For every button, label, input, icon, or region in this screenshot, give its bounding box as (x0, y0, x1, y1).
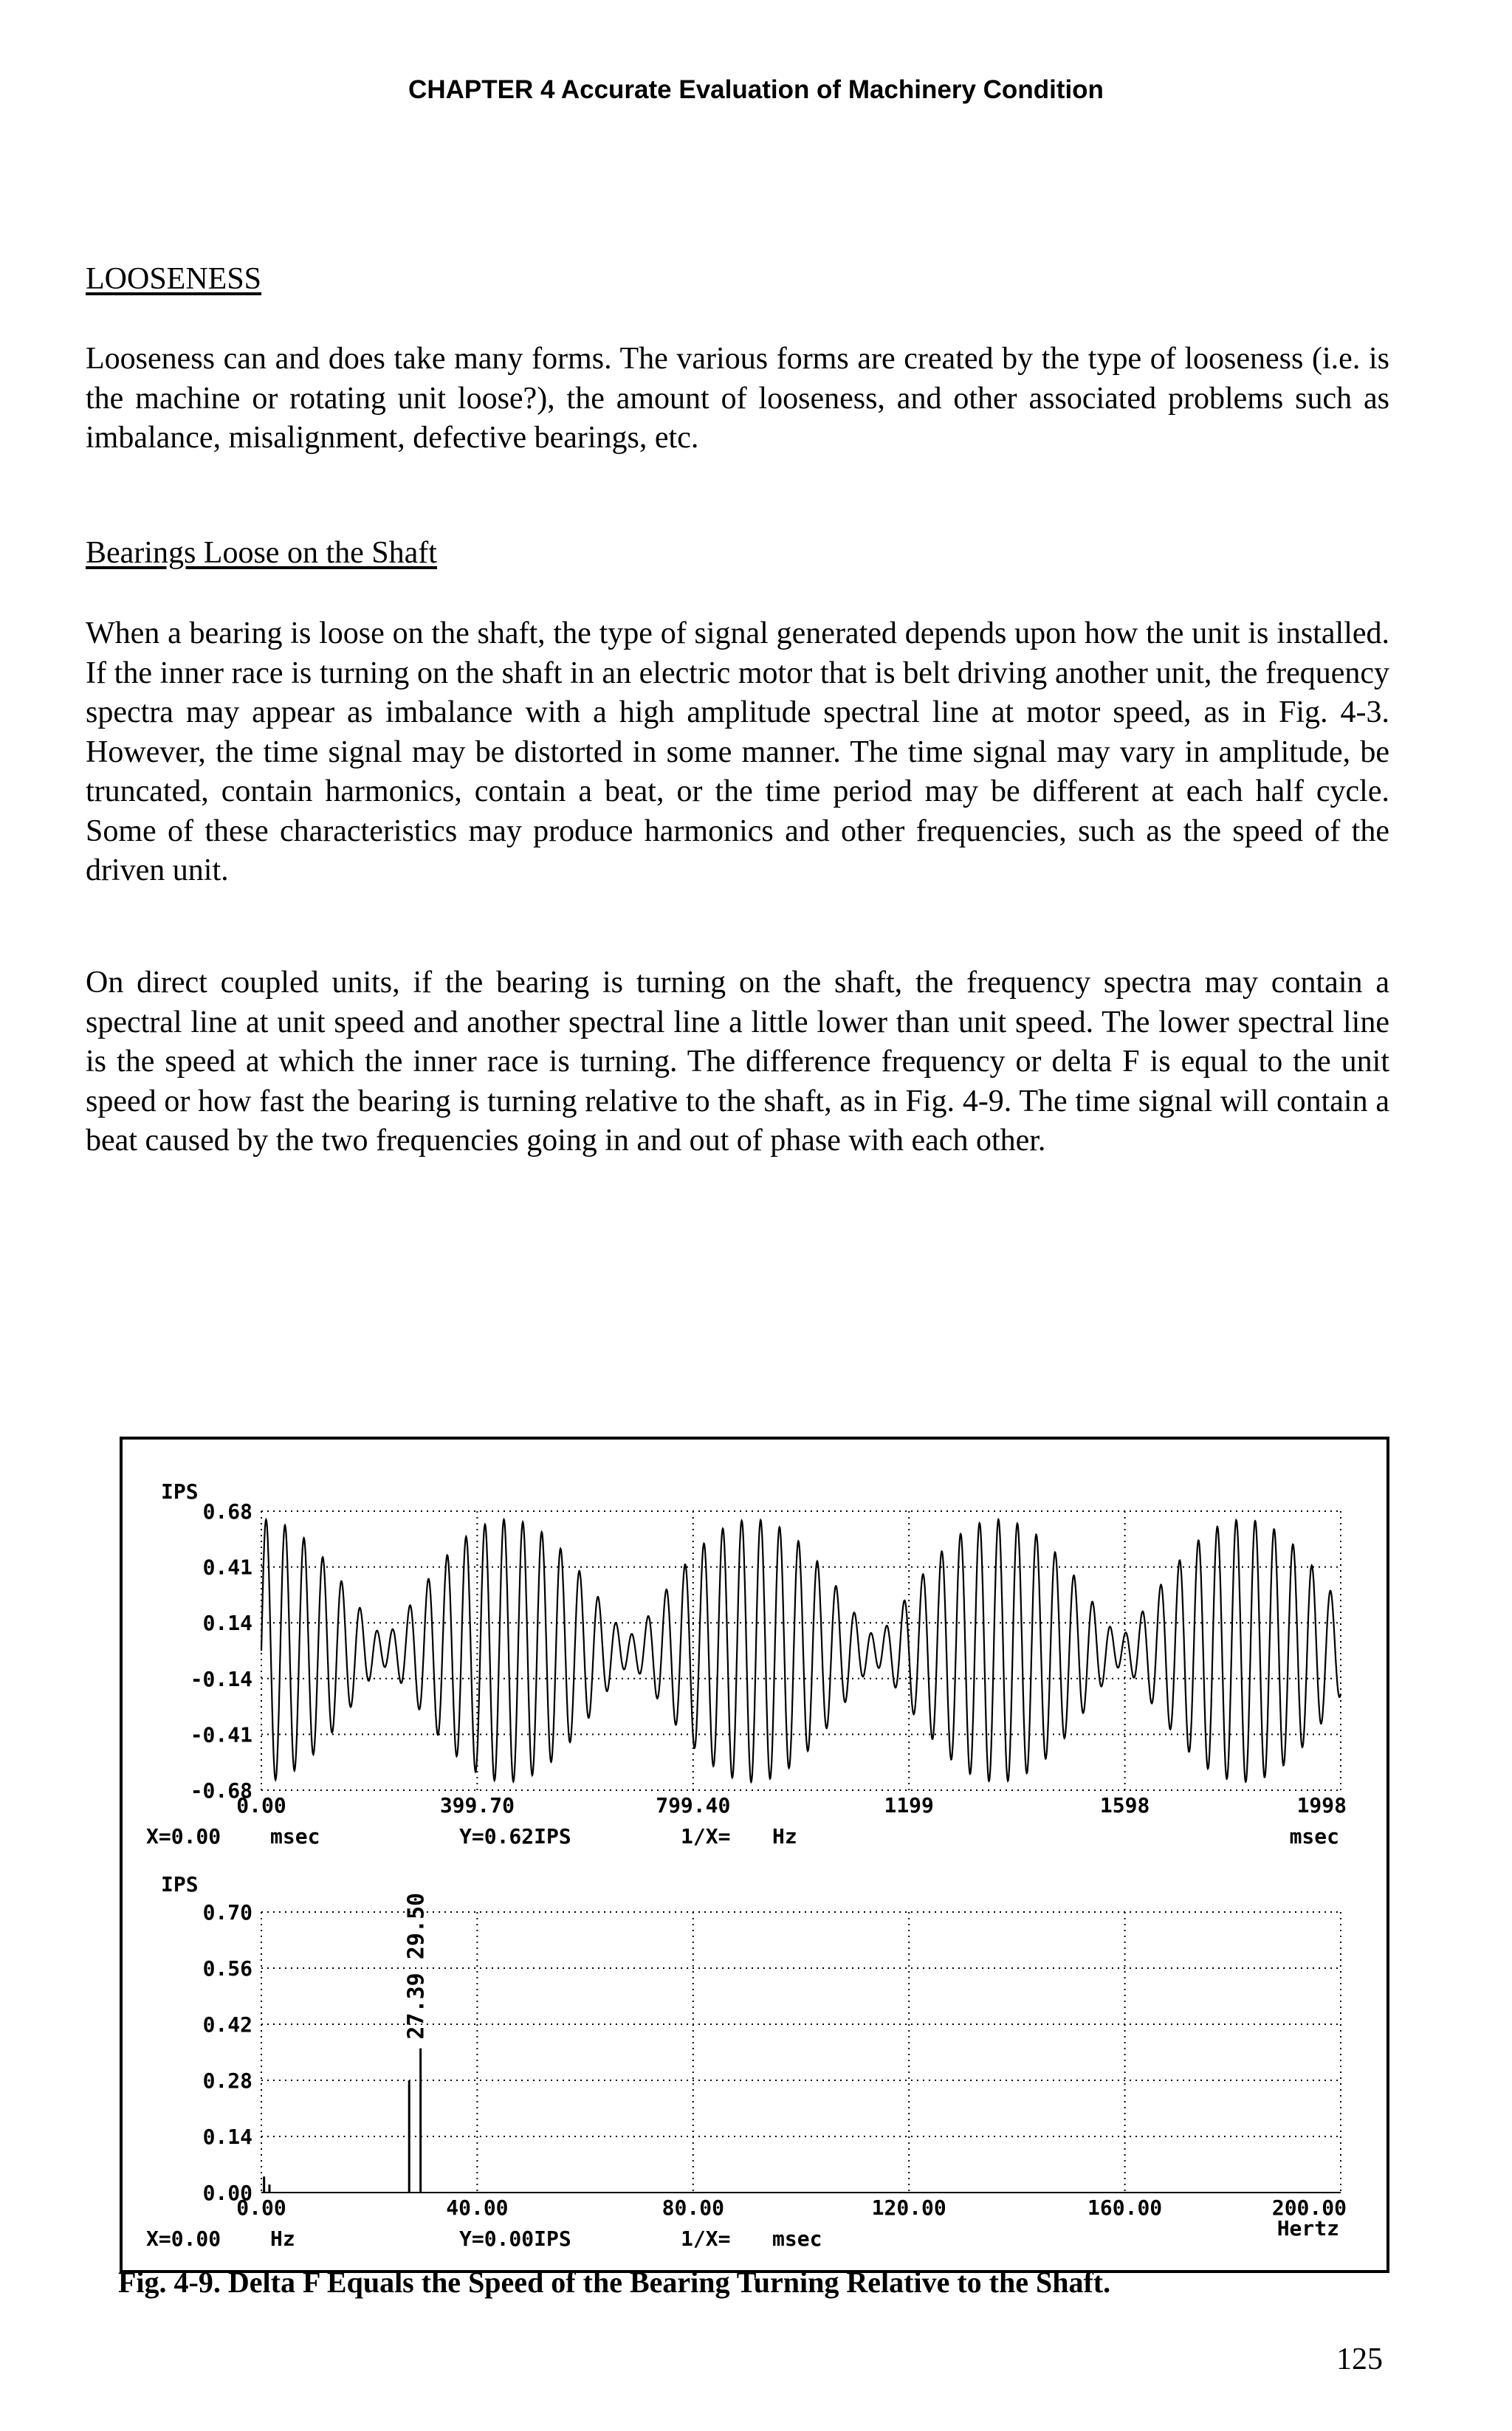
spectrum-x-tick-label: 200.00 (1271, 2196, 1347, 2220)
spectrum-y-tick-label: 0.70 (202, 1900, 252, 1925)
time-x-tick-label: 1598 (1099, 1793, 1150, 1818)
spectrum-readout-y: Y=0.00IPS (459, 2227, 571, 2251)
spectrum-readout-recip-unit: msec (772, 2227, 822, 2251)
spectrum-ylabel: IPS (161, 1872, 199, 1897)
spectrum-x-tick-label: 0.00 (236, 2196, 286, 2220)
time-x-tick-label: 1998 (1296, 1793, 1347, 1818)
figure-frame (120, 1437, 1389, 2273)
time-y-tick-label: 0.14 (202, 1611, 252, 1636)
time-x-tick-label: 1199 (884, 1793, 934, 1818)
section-title: LOOSENESS (86, 262, 262, 296)
spectrum-y-tick-label: 0.42 (202, 2012, 252, 2037)
time-y-tick-label: -0.14 (190, 1666, 252, 1691)
spectrum-plot (146, 1872, 1347, 2251)
time-y-tick-label: 0.68 (202, 1499, 252, 1524)
time-readout-recip: 1/X= (681, 1824, 731, 1849)
running-head: CHAPTER 4 Accurate Evaluation of Machinery Condition (408, 75, 1104, 104)
spectrum-readout-x-unit: Hz (270, 2227, 295, 2251)
paragraph-1: When a bearing is loose on the shaft, the type of signal generated depends upon how the unit is installed. If the inner race is turning on the shaft in an electric motor that is belt driving another unit, the frequency spectra may appear as imbalance with a high amplitude spectral line at motor speed, as in Fig. 4-3. However, the time signal may be distorted in some manner. The time signal may vary in amplitude, be truncated, contain harmonics, contain a beat, or the time period may be different at each half cycle. Some of these characteristics may produce harmonics and other frequencies, such as the speed of the driven unit. (86, 616, 1389, 887)
spectrum-y-tick-label: 0.00 (202, 2181, 252, 2205)
time-y-tick-label: 0.41 (202, 1555, 252, 1580)
paragraph-2: On direct coupled units, if the bearing is turning on the shaft, the frequency spectra may contain a spectral line at unit speed and another spectral line a little lower than unit speed. The lower spectral line is the speed at which the inner race is turning. The difference frequency or delta F is equal to the unit speed or how fast the bearing is turning relative to the shaft, as in Fig. 4-9. The time signal will contain a beat caused by the two frequencies going in and out of phase with each other. (86, 966, 1389, 1158)
spectrum-peak-annotation: 27.39 29.50 (403, 1892, 430, 2040)
time-x-tick-label: 399.70 (439, 1793, 515, 1818)
time-ylabel: IPS (161, 1479, 199, 1504)
time-waveform-plot (146, 1479, 1347, 1849)
intro-paragraph: Looseness can and does take many forms. The various forms are created by the type of looseness (i.e. is the machine or rotating unit loose?), the amount of looseness, and other associated problems such as imbalance, misalignment, defective bearings, etc. (86, 342, 1389, 455)
time-readout-recip-unit: Hz (772, 1824, 797, 1849)
spectrum-y-ticks (203, 1900, 252, 2205)
spectrum-x-tick-label: 120.00 (871, 2196, 946, 2220)
time-readout-y: Y=0.62IPS (459, 1824, 571, 1849)
time-x-tick-label: 0.00 (236, 1793, 286, 1818)
time-x-tick-label: 799.40 (656, 1793, 731, 1818)
figure-charts (123, 1440, 1386, 2270)
spectrum-readout-x: X=0.00 (146, 2227, 221, 2251)
spectrum-y-tick-label: 0.14 (202, 2125, 252, 2149)
spectrum-y-tick-label: 0.56 (202, 1956, 252, 1981)
time-x-unit: msec (1289, 1824, 1339, 1849)
subsection-title: Bearings Loose on the Shaft (86, 536, 437, 570)
spectrum-x-tick-label: 160.00 (1087, 2196, 1163, 2220)
spectrum-x-tick-label: 80.00 (662, 2196, 724, 2220)
spectrum-x-tick-label: 40.00 (446, 2196, 509, 2220)
time-x-ticks (236, 1793, 1347, 1818)
time-y-tick-label: -0.68 (190, 1778, 252, 1803)
time-readout-x-unit: msec (270, 1824, 320, 1849)
figure-caption: Fig. 4-9. Delta F Equals the Speed of the Bearing Turning Relative to the Shaft. (118, 2266, 1111, 2299)
time-y-tick-label: -0.41 (190, 1722, 252, 1747)
time-waveform-line (261, 1519, 1341, 1782)
time-readout-x: X=0.00 (146, 1824, 221, 1849)
spectrum-readout-recip: 1/X= (681, 2227, 731, 2251)
spectrum-x-unit: Hertz (1276, 2216, 1339, 2241)
spectrum-x-ticks (236, 2196, 1347, 2220)
time-y-ticks (190, 1499, 252, 1803)
spectrum-lines (261, 2049, 1341, 2193)
page-number: 125 (1336, 2342, 1383, 2376)
spectrum-y-tick-label: 0.28 (202, 2069, 252, 2093)
